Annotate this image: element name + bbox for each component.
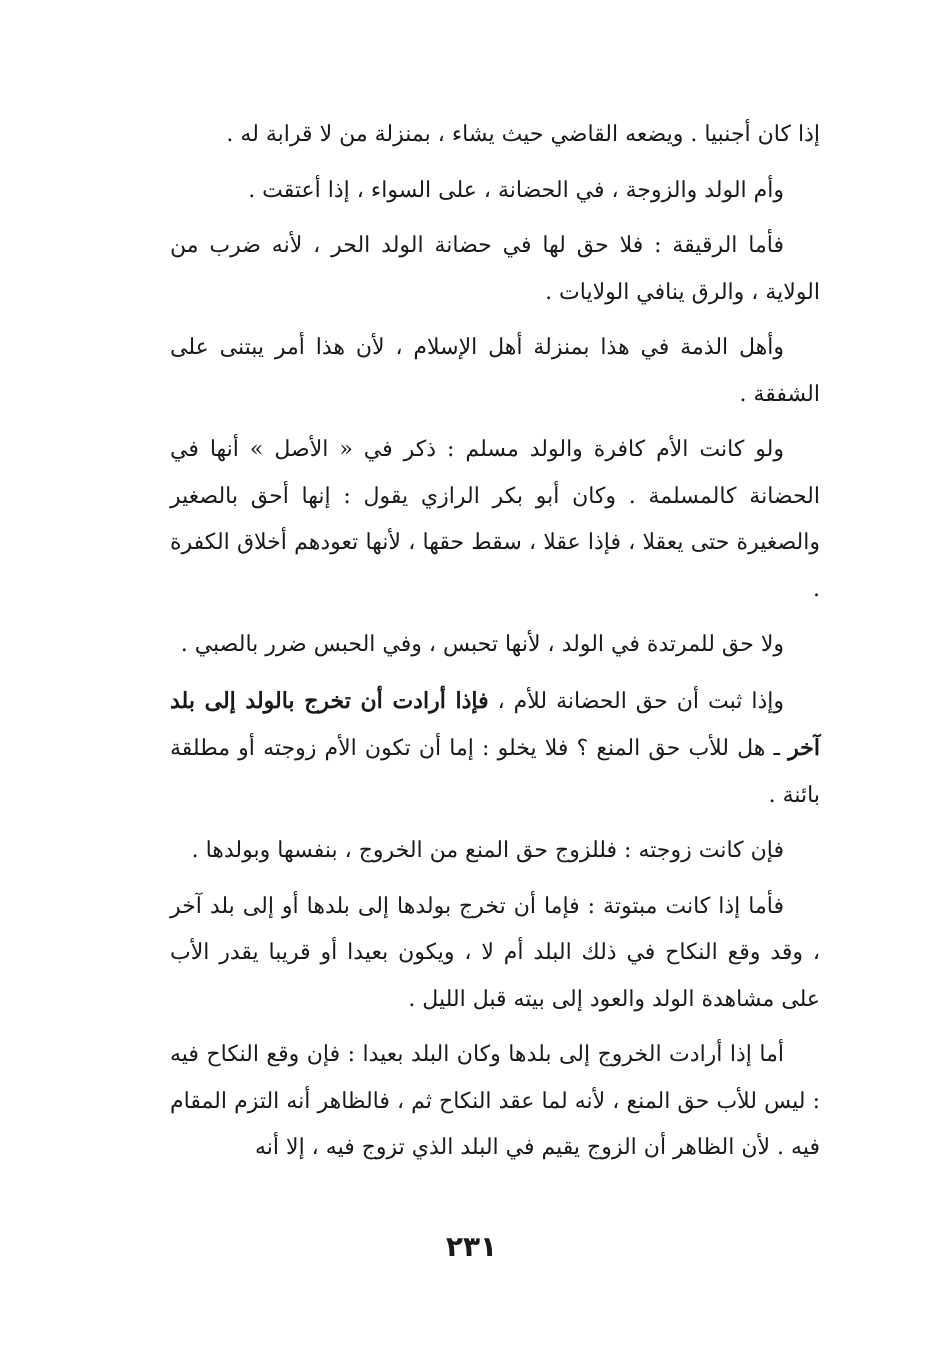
- paragraph-10: أما إذا أرادت الخروج إلى بلدها وكان البلد بعيدا : فإن وقع النكاح فيه : ليس للأب حق المنع ، لأنه لما عقد النكاح ثم ، فالظاهر أنه التزم المقام فيه . لأن الظاهر أن الزوج يقيم في البلد الذي تزوج فيه ، إلا أنه: [170, 1042, 820, 1160]
- paragraph-8: فإن كانت زوجته : فللزوج حق المنع من الخروج ، بنفسها وبولدها .: [191, 838, 784, 863]
- paragraph-7-lead: وإذا ثبت أن حق الحضانة للأم ،: [488, 688, 784, 714]
- paragraph-4: وأهل الذمة في هذا بمنزلة أهل الإسلام ، لأن هذا أمر يبتنى على الشفقة .: [170, 335, 820, 407]
- paragraph-7: [170, 678, 820, 820]
- body-text: [170, 112, 820, 1181]
- paragraph-2: وأم الولد والزوجة ، في الحضانة ، على السواء ، إذا أعتقت .: [248, 177, 784, 203]
- paragraph-6: ولا حق للمرتدة في الولد ، لأنها تحبس ، وفي الحبس ضرر بالصبي .: [180, 632, 784, 657]
- paragraph-7-tail: ـ هل للأب حق المنع ؟ فلا يخلو : إما أن تكون الأم زوجته أو مطلقة بائنة .: [170, 736, 820, 808]
- paragraph-9: فأما إذا كانت مبتوتة : فإما أن تخرج بولدها إلى بلدها أو إلى بلد آخر ، وقد وقع النكاح في ذلك البلد أم لا ، ويكون بعيدا أو قريبا يقدر الأب على مشاهدة الولد والعود إلى بيته قبل الليل .: [170, 893, 820, 1012]
- paragraph-3: فأما الرقيقة : فلا حق لها في حضانة الولد الحر ، لأنه ضرب من الولاية ، والرق ينافي الولايات .: [170, 233, 820, 305]
- page-number: ٢٣١: [445, 1230, 498, 1263]
- paragraph-1: إذا كان أجنبيا . ويضعه القاضي حيث يشاء ، بمنزلة من لا قرابة له .: [226, 122, 820, 147]
- paragraph-5: ولو كانت الأم كافرة والولد مسلم : ذكر في « الأصل » أنها في الحضانة كالمسلمة . وكان أبو بكر الرازي يقول : إنها أحق بالصغير والصغيرة حتى يعقلا ، فإذا عقلا ، سقط حقها ، لأنها تعودهم أخلاق الكفرة .: [170, 437, 820, 602]
- paragraph-7-bold: فإذا أرادت أن تخرج بالولد إلى بلد آخر: [170, 687, 820, 761]
